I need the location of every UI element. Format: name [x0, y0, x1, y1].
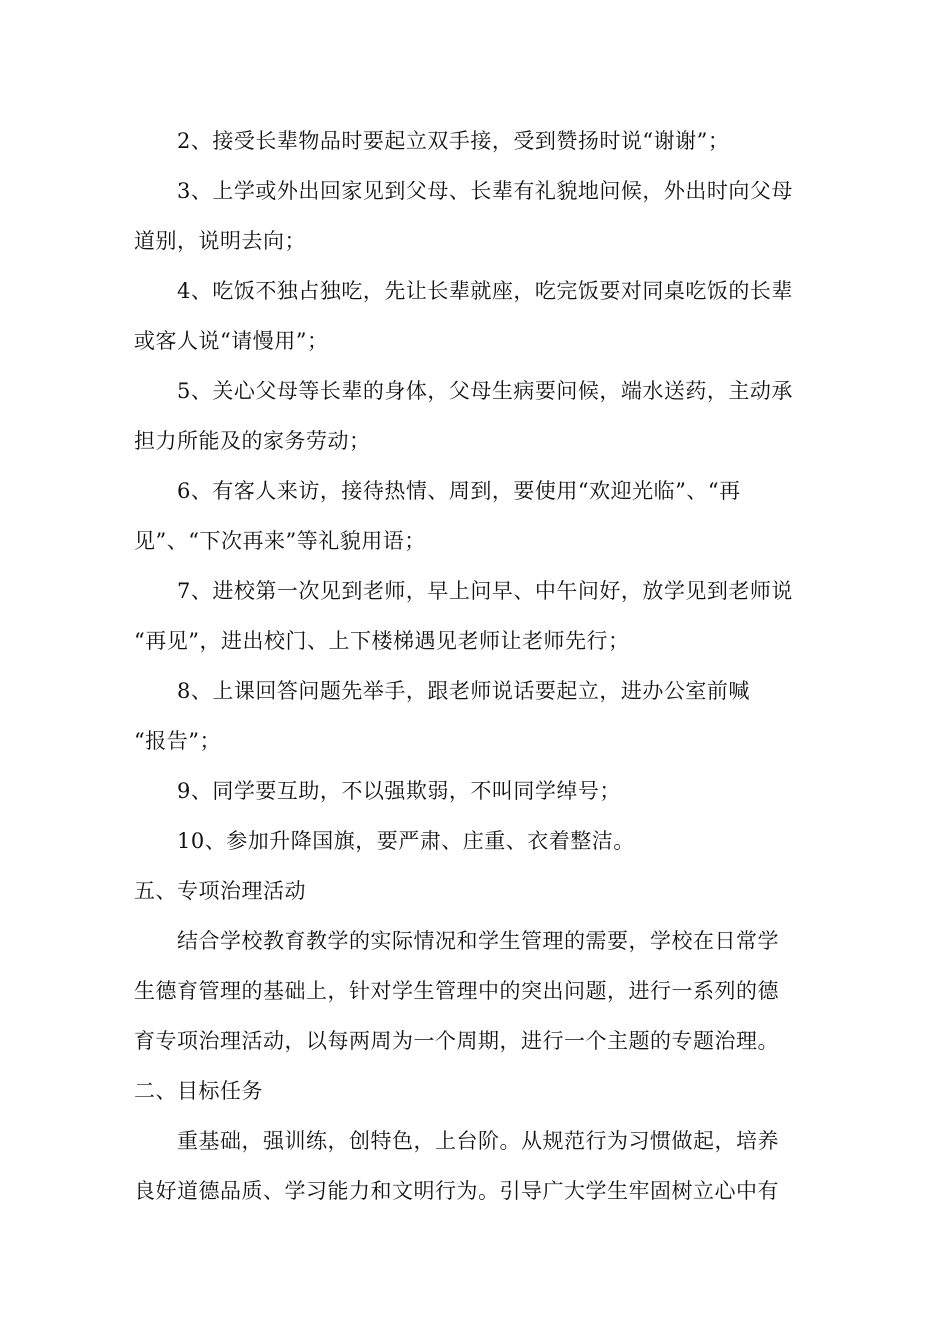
text-line: 6、有客人来访，接待热情、周到，要使用“欢迎光临”、“再 — [177, 479, 741, 503]
text-line: 2、接受长辈物品时要起立双手接，受到赞扬时说“谢谢”； — [177, 129, 730, 153]
text-line: 9、同学要互助，不以强欺弱，不叫同学绰号； — [177, 779, 621, 803]
text-line: 育专项治理活动，以每两周为一个周期，进行一个主题的专题治理。 — [134, 1029, 779, 1053]
text-line: 或客人说“请慢用”； — [134, 329, 329, 353]
text-line: 见”、“下次再来”等礼貌用语； — [134, 529, 426, 553]
text-line: 重基础，强训练，创特色，上台阶。从规范行为习惯做起，培养 — [177, 1129, 779, 1153]
section-heading: 二、目标任务 — [134, 1079, 263, 1103]
text-line: 结合学校教育教学的实际情况和学生管理的需要，学校在日常学 — [177, 929, 779, 953]
text-line: 道别，说明去向； — [134, 229, 306, 253]
text-line: “报告”； — [134, 729, 221, 753]
text-line: 3、上学或外出回家见到父母、长辈有礼貌地问候，外出时向父母 — [177, 179, 793, 203]
text-line: 4、吃饭不独占独吃，先让长辈就座，吃完饭要对同桌吃饭的长辈 — [177, 279, 793, 303]
text-line: 7、进校第一次见到老师，早上问早、中午问好，放学见到老师说 — [177, 579, 793, 603]
text-line: 良好道德品质、学习能力和文明行为。引导广大学生牢固树立心中有 — [134, 1179, 779, 1203]
text-line: “再见”，进出校门、上下楼梯遇见老师让老师先行； — [134, 629, 630, 653]
text-line: 8、上课回答问题先举手，跟老师说话要起立，进办公室前喊 — [177, 679, 750, 703]
text-line: 5、关心父母等长辈的身体，父母生病要问候，端水送药，主动承 — [177, 379, 793, 403]
text-line: 10、参加升降国旗，要严肃、庄重、衣着整洁。 — [177, 829, 635, 853]
section-heading: 五、专项治理活动 — [134, 879, 306, 903]
text-line: 生德育管理的基础上，针对学生管理中的突出问题，进行一系列的德 — [134, 979, 779, 1003]
text-line: 担力所能及的家务劳动； — [134, 429, 371, 453]
